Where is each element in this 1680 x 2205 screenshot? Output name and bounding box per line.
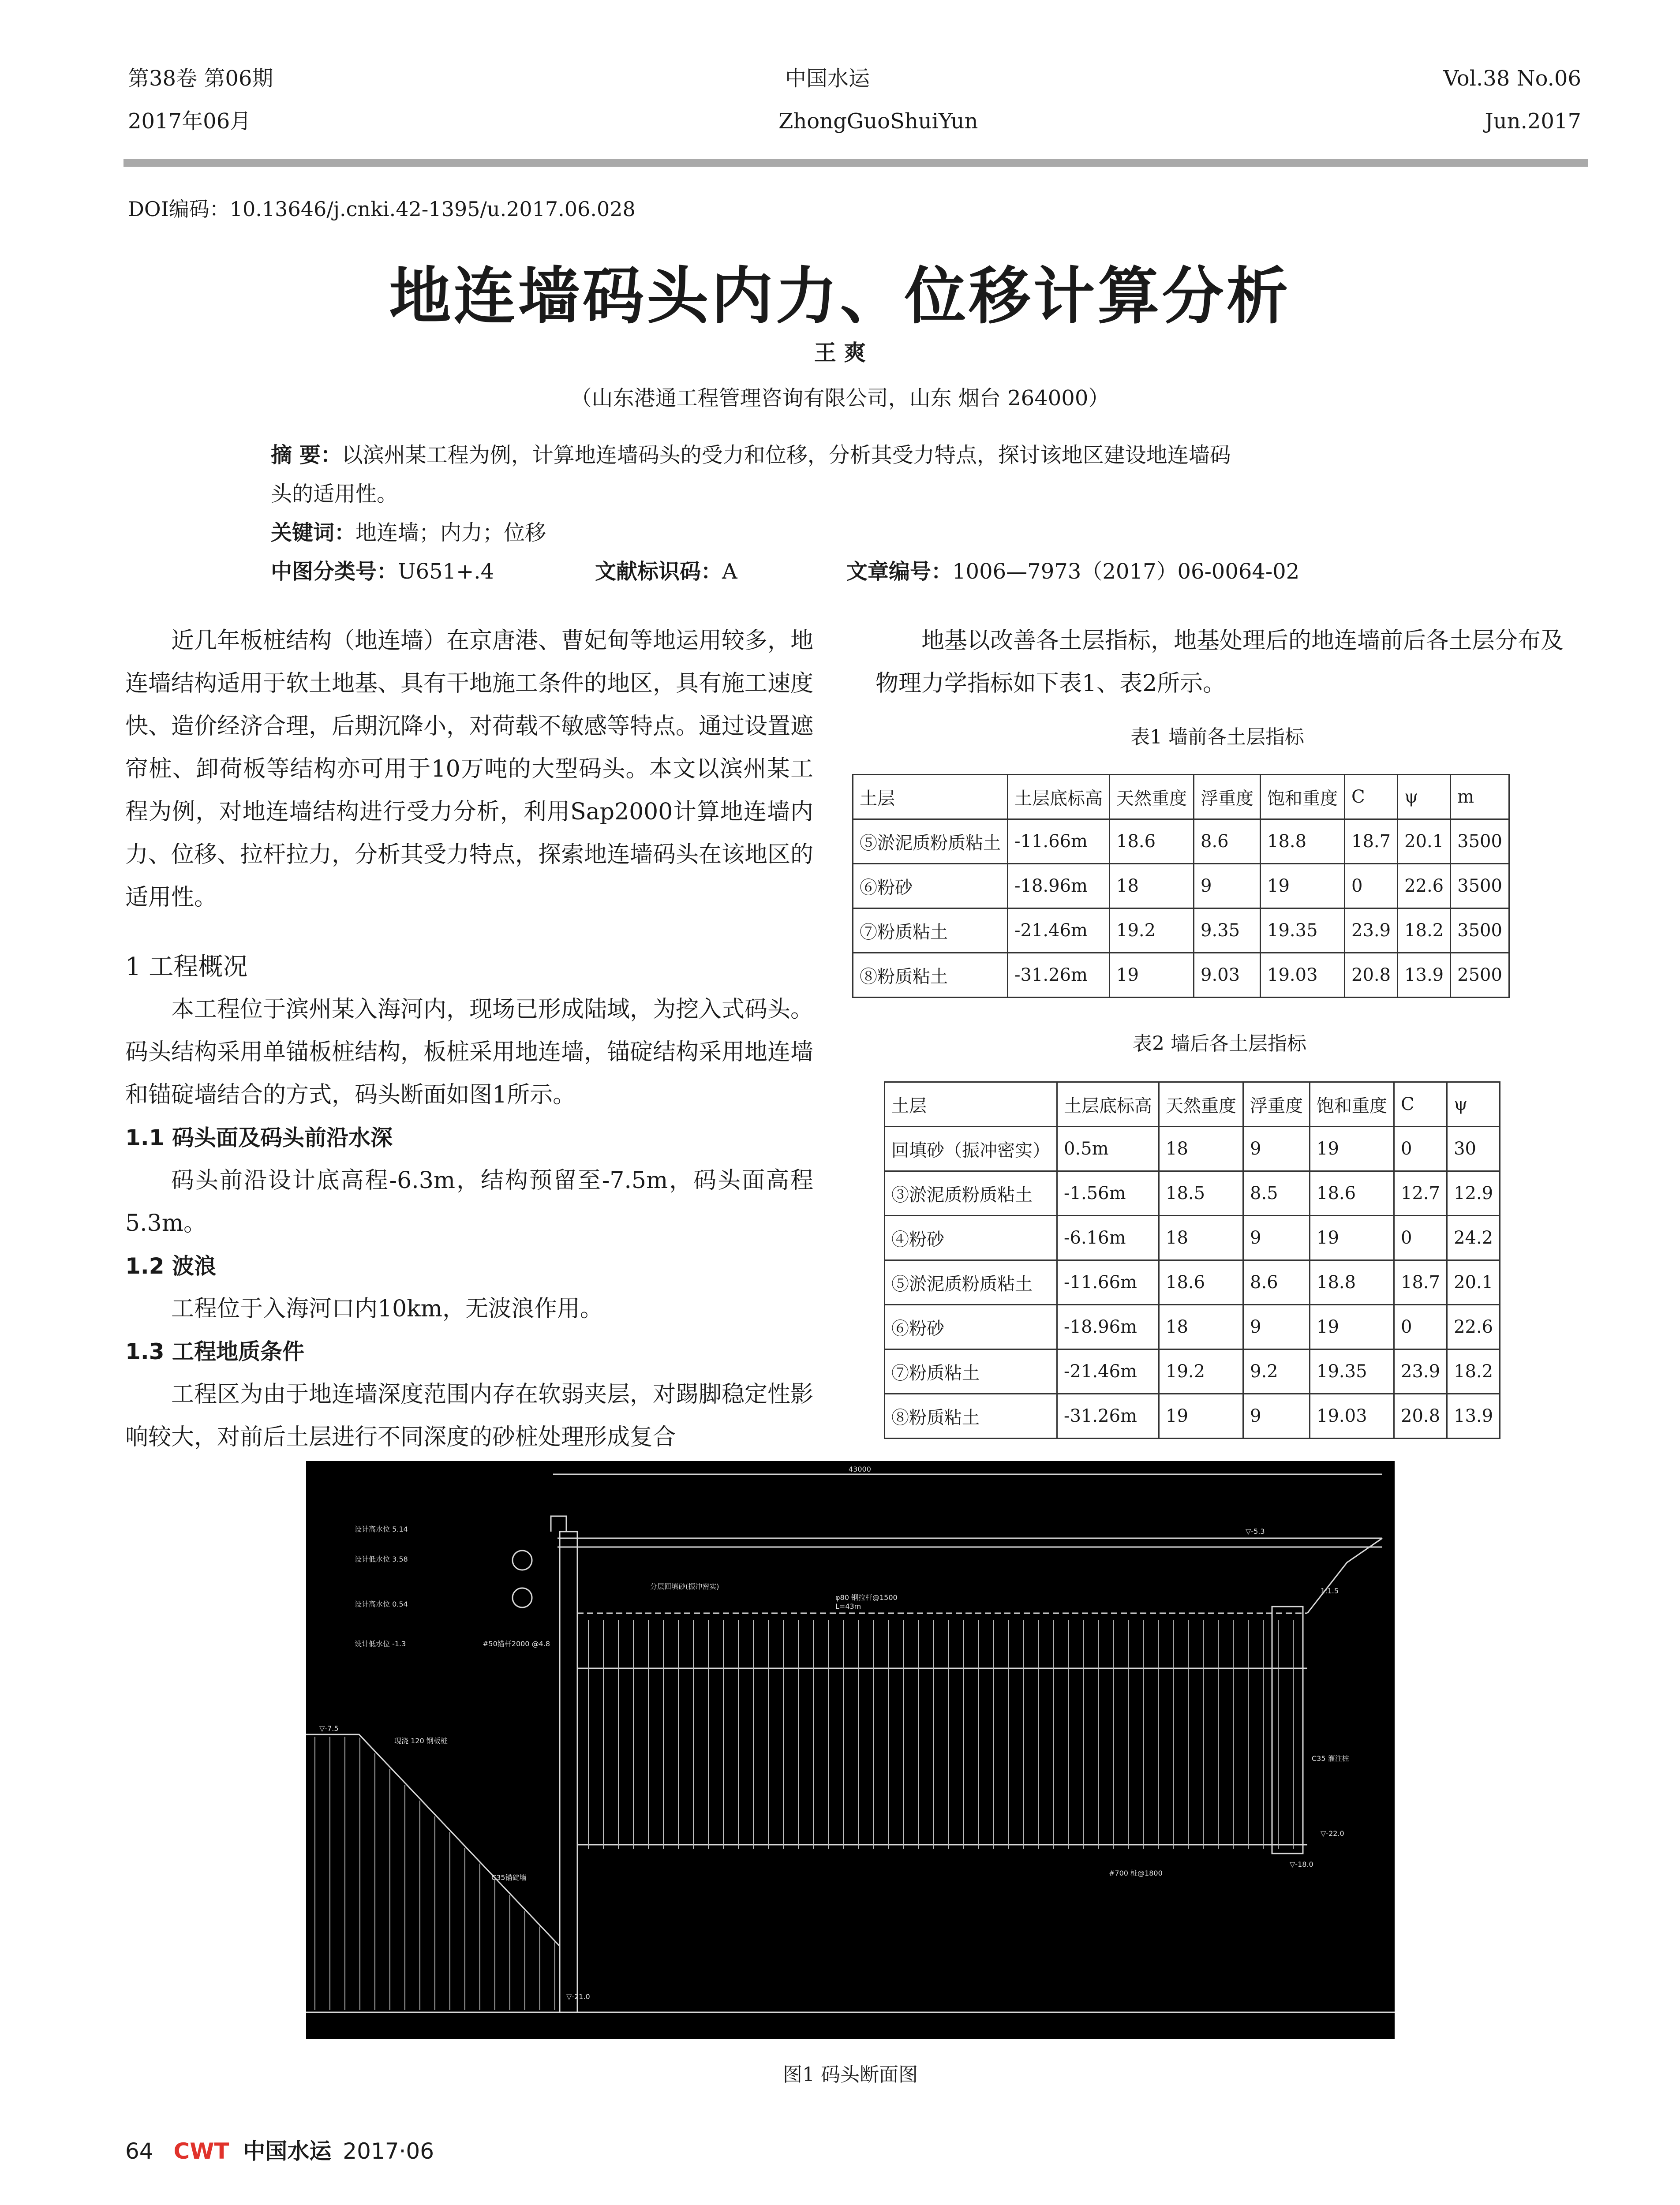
table-cell: ⑧粉质粘土 [853,953,1008,998]
table-cell: -18.96m [1057,1305,1159,1349]
elevation-label: ▽-5.3 [1246,1527,1265,1536]
subsection-1-3-text: 工程区为由于地连墙深度范围内存在软弱夹层，对踢脚稳定性影响较大，对前后土层进行不同深度的砂桩处理形成复合 [125,1381,814,1450]
table-row [885,1171,1500,1216]
paper-title: 地连墙码头内力、位移计算分析 [389,260,1291,333]
table-row [853,953,1509,998]
back-slope [1307,1538,1382,1613]
table-cell: ⑤淤泥质粉质粘土 [885,1260,1057,1305]
subsection-1-2-text: 工程位于入海河口内10km，无波浪作用。 [171,1296,603,1322]
table-header-cell: C [1345,775,1398,819]
figure-labels [319,1465,1349,2001]
table-header-cell: 天然重度 [1110,775,1194,819]
table-cell: ③淤泥质粉质粘土 [885,1171,1057,1216]
table-cell: 18 [1159,1305,1243,1349]
doc-code-value: A [722,559,737,584]
table-cell: ⑥粉砂 [853,864,1008,908]
footer-date: 2017·06 [343,2138,434,2164]
table-cell: 8.6 [1243,1260,1310,1305]
bollard [551,1516,566,1532]
table-cell: 9.2 [1243,1349,1310,1394]
table-cell: 3500 [1451,908,1509,953]
seabed-slope [306,1734,560,1946]
table-cell: 19.03 [1310,1394,1394,1439]
table-cell: 18.2 [1398,908,1451,953]
author: 王 爽 [814,340,866,366]
table-cell: 8.6 [1194,819,1261,864]
table-cell: 9 [1243,1394,1310,1439]
table-cell: 18.6 [1310,1171,1394,1216]
table-cell: 19 [1310,1305,1394,1349]
header-volume: 第38卷 第06期 [128,66,273,91]
table-cell: 18 [1159,1216,1243,1260]
fender [513,1551,532,1570]
table-header-row [853,775,1509,819]
table-row [885,1305,1500,1349]
water-level-label: 设计高水位 5.14 [355,1525,408,1533]
table-cell: 9.03 [1194,953,1261,998]
table-cell: -31.26m [1057,1394,1159,1439]
sheet-pile-label: 现浇 120 钢板桩 [394,1737,448,1745]
top-dimension-label: 43000 [849,1465,871,1473]
table-cell: 18 [1159,1127,1243,1171]
table-cell: 19.35 [1310,1349,1394,1394]
table-header-cell: 浮重度 [1243,1082,1310,1127]
table-cell: 8.5 [1243,1171,1310,1216]
abstract [271,436,1418,591]
table-cell: 9 [1194,864,1261,908]
subsection-1-1-text: 码头前沿设计底高程-6.3m，结构预留至-7.5m，码头面高程5.3m。 [125,1167,813,1237]
clc-label: 中图分类号： [271,559,398,584]
water-level-label: 设计低水位 -1.3 [355,1640,406,1648]
doi: DOI编码：10.13646/j.cnki.42-1395/u.2017.06.028 [128,197,636,221]
table-header-row [885,1082,1500,1127]
sand-piles [315,1620,1293,2010]
table-cell: 18.6 [1110,819,1194,864]
table-cell: 23.9 [1394,1349,1447,1394]
table-header-cell: 天然重度 [1159,1082,1243,1127]
table-header-cell: 饱和重度 [1261,775,1345,819]
elevation-label: ▽-22.0 [1321,1829,1344,1838]
table-cell: 18.8 [1310,1260,1394,1305]
table-cell: 9 [1243,1127,1310,1171]
table-cell: 30 [1447,1127,1500,1171]
table-cell: 18.7 [1394,1260,1447,1305]
table-row [853,908,1509,953]
table-cell: 19 [1110,953,1194,998]
table-cell: 0 [1394,1127,1447,1171]
table-cell: 24.2 [1447,1216,1500,1260]
table-cell: 9 [1243,1216,1310,1260]
table-cell: 9 [1243,1305,1310,1349]
table-cell: ⑦粉质粘土 [885,1349,1057,1394]
article-no-label: 文章编号： [846,559,953,584]
table-header-cell: ψ [1398,775,1451,819]
right-intro-paragraph: 地基以改善各土层指标，地基处理后的地连墙前后各土层分布及物理力学指标如下表1、表2所示。 [876,628,1564,697]
table-header-cell: 土层 [885,1082,1057,1127]
abstract-label: 摘 要： [271,443,342,467]
table-cell: 3500 [1451,819,1509,864]
table-header-cell: 土层底标高 [1057,1082,1159,1127]
table-row [885,1394,1500,1439]
elevation-label: ▽-18.0 [1290,1860,1313,1869]
table-cell: 0 [1345,864,1398,908]
table-cell: 22.6 [1447,1305,1500,1349]
footer-journal: 中国水运 [243,2138,332,2164]
anchor-wall-label: C35锚碇墙 [491,1873,527,1882]
table-cell: 3500 [1451,864,1509,908]
table-cell: 18.6 [1159,1260,1243,1305]
abstract-text: 以滨州某工程为例，计算地连墙码头的受力和位移，分析其受力特点，探讨该地区建设地连墙码 [341,443,1231,467]
section-1-heading: 1 工程概况 [125,953,248,981]
anchor-label: #50锚杆2000 @4.8 [483,1640,550,1648]
header-date: 2017年06月 [128,109,251,134]
table-row [853,864,1509,908]
backfill-label: 分层回填砂(振冲密实) [650,1582,719,1591]
article-no-value: 1006—7973（2017）06-0064-02 [952,559,1300,584]
table-cell: 0 [1394,1305,1447,1349]
pile-type-label: C35 灌注桩 [1312,1754,1349,1763]
table-cell: 23.9 [1345,908,1398,953]
table-header-cell: ψ [1447,1082,1500,1127]
table-row [885,1127,1500,1171]
table-cell: 18.7 [1345,819,1398,864]
table-cell: 20.8 [1394,1394,1447,1439]
section-1-text: 本工程位于滨州某入海河内，现场已形成陆域，为挖入式码头。码头结构采用单锚板桩结构，板桩采用地连墙，锚碇结构采用地连墙和锚碇墙结合的方式，码头断面如图1所示。 [125,996,814,1108]
table-cell: -11.66m [1008,819,1110,864]
water-level-label: 设计低水位 3.58 [355,1555,408,1563]
header-journal: 中国水运 [785,66,870,91]
table-cell: 20.1 [1398,819,1451,864]
table-row [885,1260,1500,1305]
affiliation: （山东港通工程管理咨询有限公司，山东 烟台 264000） [570,386,1110,411]
figure-1 [306,1461,1395,2039]
table-cell: ⑦粉质粘土 [853,908,1008,953]
fender [513,1588,532,1607]
table-cell: 22.6 [1398,864,1451,908]
table-cell: 回填砂（振冲密实） [885,1127,1057,1171]
table-cell: 18.2 [1447,1349,1500,1394]
front-diaphragm-wall [560,1532,577,2012]
footer [125,2134,434,2165]
page-number: 64 [125,2138,153,2164]
table-cell: 12.7 [1394,1171,1447,1216]
header-journal-pinyin: ZhongGuoShuiYun [778,109,978,134]
table-cell: 13.9 [1447,1394,1500,1439]
table-cell: 0.5m [1057,1127,1159,1171]
table-header-cell: m [1451,775,1509,819]
subsection-1-2-heading: 1.2 波浪 [125,1253,216,1279]
table-header-cell: 浮重度 [1194,775,1261,819]
water-level-label: 设计高水位 0.54 [355,1600,408,1608]
table-cell: 19 [1159,1394,1243,1439]
table2 [884,1081,1500,1439]
tie-rod-length-label: L=43m [835,1602,861,1611]
table1 [852,774,1510,998]
table-cell: 19.35 [1261,908,1345,953]
table-cell: ④粉砂 [885,1216,1057,1260]
table-cell: ⑧粉质粘土 [885,1394,1057,1439]
table-row [885,1349,1500,1394]
table-cell: 20.1 [1447,1260,1500,1305]
header-volume-en: Vol.38 No.06 [1443,66,1581,91]
doc-code-label: 文献标识码： [595,559,722,584]
table-cell: 9.35 [1194,908,1261,953]
pile-label: #700 桩@1800 [1109,1869,1163,1877]
table-cell: ⑥粉砂 [885,1305,1057,1349]
table-cell: -31.26m [1008,953,1110,998]
keywords: 地连墙；内力；位移 [355,520,546,545]
header-rule [123,159,1588,167]
table-cell: 12.9 [1447,1171,1500,1216]
table-cell: -11.66m [1057,1260,1159,1305]
table-header-cell: C [1394,1082,1447,1127]
table-cell: -1.56m [1057,1171,1159,1216]
elevation-label: ▽-21.0 [566,1992,590,2001]
table-cell: -21.46m [1008,908,1110,953]
cad-cross-section [306,1461,1395,2039]
table-cell: ⑤淤泥质粉质粘土 [853,819,1008,864]
table-row [885,1216,1500,1260]
anchor-wall [1272,1607,1303,1854]
table-cell: 2500 [1451,953,1509,998]
subsection-1-1-heading: 1.1 码头面及码头前沿水深 [125,1125,393,1151]
keywords-label: 关键词： [271,520,356,545]
slope-label: 1:1.5 [1321,1587,1339,1595]
table2-caption: 表2 墙后各土层指标 [1133,1032,1306,1055]
right-column [876,620,1564,705]
table-cell: 18 [1110,864,1194,908]
elevation-label: ▽-7.5 [319,1724,339,1733]
table-cell: -6.16m [1057,1216,1159,1260]
table-cell: 19 [1261,864,1345,908]
table-cell: 19.03 [1261,953,1345,998]
figure-1-caption: 图1 码头断面图 [783,2063,918,2086]
table-cell: 19.2 [1110,908,1194,953]
table-cell: 20.8 [1345,953,1398,998]
table-header-cell: 土层底标高 [1008,775,1110,819]
table-cell: 13.9 [1398,953,1451,998]
cwt-logo: CWT [173,2138,229,2164]
table-cell: 18.5 [1159,1171,1243,1216]
intro-paragraph: 近几年板桩结构（地连墙）在京唐港、曹妃甸等地运用较多，地连墙结构适用于软土地基、具有干地施工条件的地区，具有施工速度快、造价经济合理，后期沉降小，对荷载不敏感等特点。通过设置遮帘桩、卸荷板等结构亦可用于10万吨的大型码头。本文以滨州某工程为例，对地连墙结构进行受力分析，利用Sap2000计算地连墙内力、位移、拉杆拉力，分析其受力特点，探索地连墙码头在该地区的适用性。 [125,628,814,911]
table1-caption: 表1 墙前各土层指标 [1130,726,1304,748]
table-cell: 19 [1310,1127,1394,1171]
table-cell: -21.46m [1057,1349,1159,1394]
abstract-text-cont: 头的适用性。 [271,482,398,506]
table-header-cell: 土层 [853,775,1008,819]
table-row [853,819,1509,864]
header-date-en: Jun.2017 [1485,109,1581,134]
table-cell: 19.2 [1159,1349,1243,1394]
table-cell: 18.8 [1261,819,1345,864]
table-cell: 0 [1394,1216,1447,1260]
left-column [125,620,813,1459]
table-cell: 19 [1310,1216,1394,1260]
table-header-cell: 饱和重度 [1310,1082,1394,1127]
table-cell: -18.96m [1008,864,1110,908]
tie-rod-label: φ80 钢拉杆@1500 [835,1593,898,1602]
subsection-1-3-heading: 1.3 工程地质条件 [125,1339,304,1364]
clc-value: U651+.4 [398,559,494,584]
